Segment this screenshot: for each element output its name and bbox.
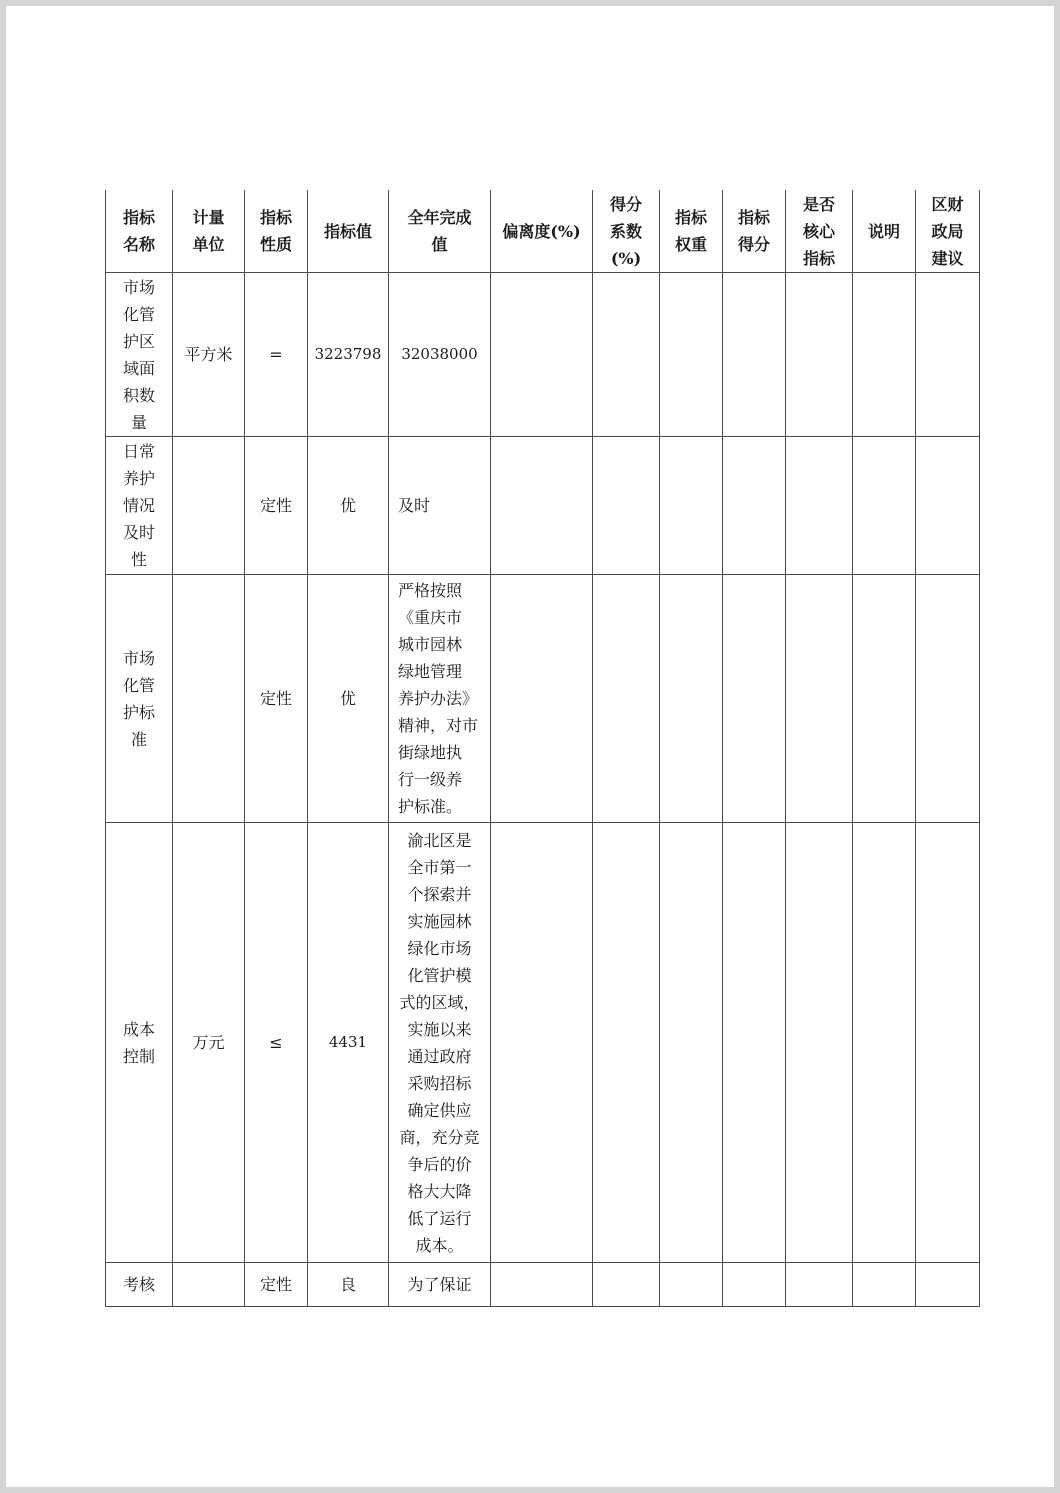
score-coefficient-cell [593, 575, 660, 823]
target-value-cell: 4431 [308, 823, 389, 1263]
deviation-cell [491, 437, 593, 575]
indicator-name-cell: 日常 养护 情况 及时 性 [106, 437, 173, 575]
finance-advice-cell [916, 1263, 980, 1307]
actual-value-cell: 及时 [389, 437, 491, 575]
remarks-cell [853, 575, 916, 823]
header-cell: 区财 政局 建议 [916, 190, 980, 273]
header-cell: 指标值 [308, 190, 389, 273]
score-coefficient-cell [593, 823, 660, 1263]
header-cell: 指标 得分 [723, 190, 786, 273]
indicator-name-cell: 市场 化管 护标 准 [106, 575, 173, 823]
table-row [106, 575, 980, 823]
actual-value-cell: 32038000 [389, 273, 491, 437]
indicator-name-cell: 市场 化管 护区 域面 积数 量 [106, 273, 173, 437]
header-cell: 指标 名称 [106, 190, 173, 273]
core-indicator-cell [786, 575, 853, 823]
nature-cell: 定性 [245, 437, 308, 575]
score-cell [723, 575, 786, 823]
indicator-name-cell: 考核 [106, 1263, 173, 1307]
nature-cell: 定性 [245, 1263, 308, 1307]
unit-cell [173, 575, 245, 823]
nature-cell: = [245, 273, 308, 437]
header-cell: 指标 权重 [660, 190, 723, 273]
core-indicator-cell [786, 823, 853, 1263]
weight-cell [660, 273, 723, 437]
table-row [106, 823, 980, 1263]
remarks-cell [853, 437, 916, 575]
deviation-cell [491, 575, 593, 823]
remarks-cell [853, 823, 916, 1263]
actual-value-cell: 为了保证 [389, 1263, 491, 1307]
table-row [106, 273, 980, 437]
performance-indicator-table [105, 190, 980, 1307]
finance-advice-cell [916, 823, 980, 1263]
unit-cell: 平方米 [173, 273, 245, 437]
header-cell: 得分 系数 (%) [593, 190, 660, 273]
header-cell: 指标 性质 [245, 190, 308, 273]
core-indicator-cell [786, 1263, 853, 1307]
target-value-cell: 优 [308, 437, 389, 575]
score-coefficient-cell [593, 1263, 660, 1307]
score-cell [723, 437, 786, 575]
weight-cell [660, 437, 723, 575]
deviation-cell [491, 1263, 593, 1307]
header-cell: 偏离度(%) [491, 190, 593, 273]
weight-cell [660, 823, 723, 1263]
score-cell [723, 823, 786, 1263]
core-indicator-cell [786, 273, 853, 437]
finance-advice-cell [916, 273, 980, 437]
score-cell [723, 273, 786, 437]
unit-cell [173, 437, 245, 575]
actual-value-cell: 渝北区是 全市第一 个探索并 实施园林 绿化市场 化管护模 式的区域， 实施以来 通过政府 采购招标 确定供应 商，充分竞 争后的价 格大大降 低了运行 成本。 [389, 823, 491, 1263]
score-cell [723, 1263, 786, 1307]
header-cell: 计量 单位 [173, 190, 245, 273]
target-value-cell: 优 [308, 575, 389, 823]
remarks-cell [853, 1263, 916, 1307]
target-value-cell: 良 [308, 1263, 389, 1307]
table-row [106, 437, 980, 575]
table-row [106, 1263, 980, 1307]
core-indicator-cell [786, 437, 853, 575]
document-page [6, 6, 1054, 1487]
header-row [106, 190, 980, 273]
unit-cell [173, 1263, 245, 1307]
score-coefficient-cell [593, 273, 660, 437]
remarks-cell [853, 273, 916, 437]
weight-cell [660, 575, 723, 823]
indicator-name-cell: 成本 控制 [106, 823, 173, 1263]
score-coefficient-cell [593, 437, 660, 575]
unit-cell: 万元 [173, 823, 245, 1263]
deviation-cell [491, 823, 593, 1263]
finance-advice-cell [916, 437, 980, 575]
header-cell: 说明 [853, 190, 916, 273]
header-cell: 全年完成 值 [389, 190, 491, 273]
finance-advice-cell [916, 575, 980, 823]
nature-cell: ≤ [245, 823, 308, 1263]
weight-cell [660, 1263, 723, 1307]
target-value-cell: 3223798 [308, 273, 389, 437]
deviation-cell [491, 273, 593, 437]
actual-value-cell: 严格按照 《重庆市 城市园林 绿地管理 养护办法》 精神，对市 街绿地执 行一级养 护标准。 [389, 575, 491, 823]
header-cell: 是否 核心 指标 [786, 190, 853, 273]
nature-cell: 定性 [245, 575, 308, 823]
